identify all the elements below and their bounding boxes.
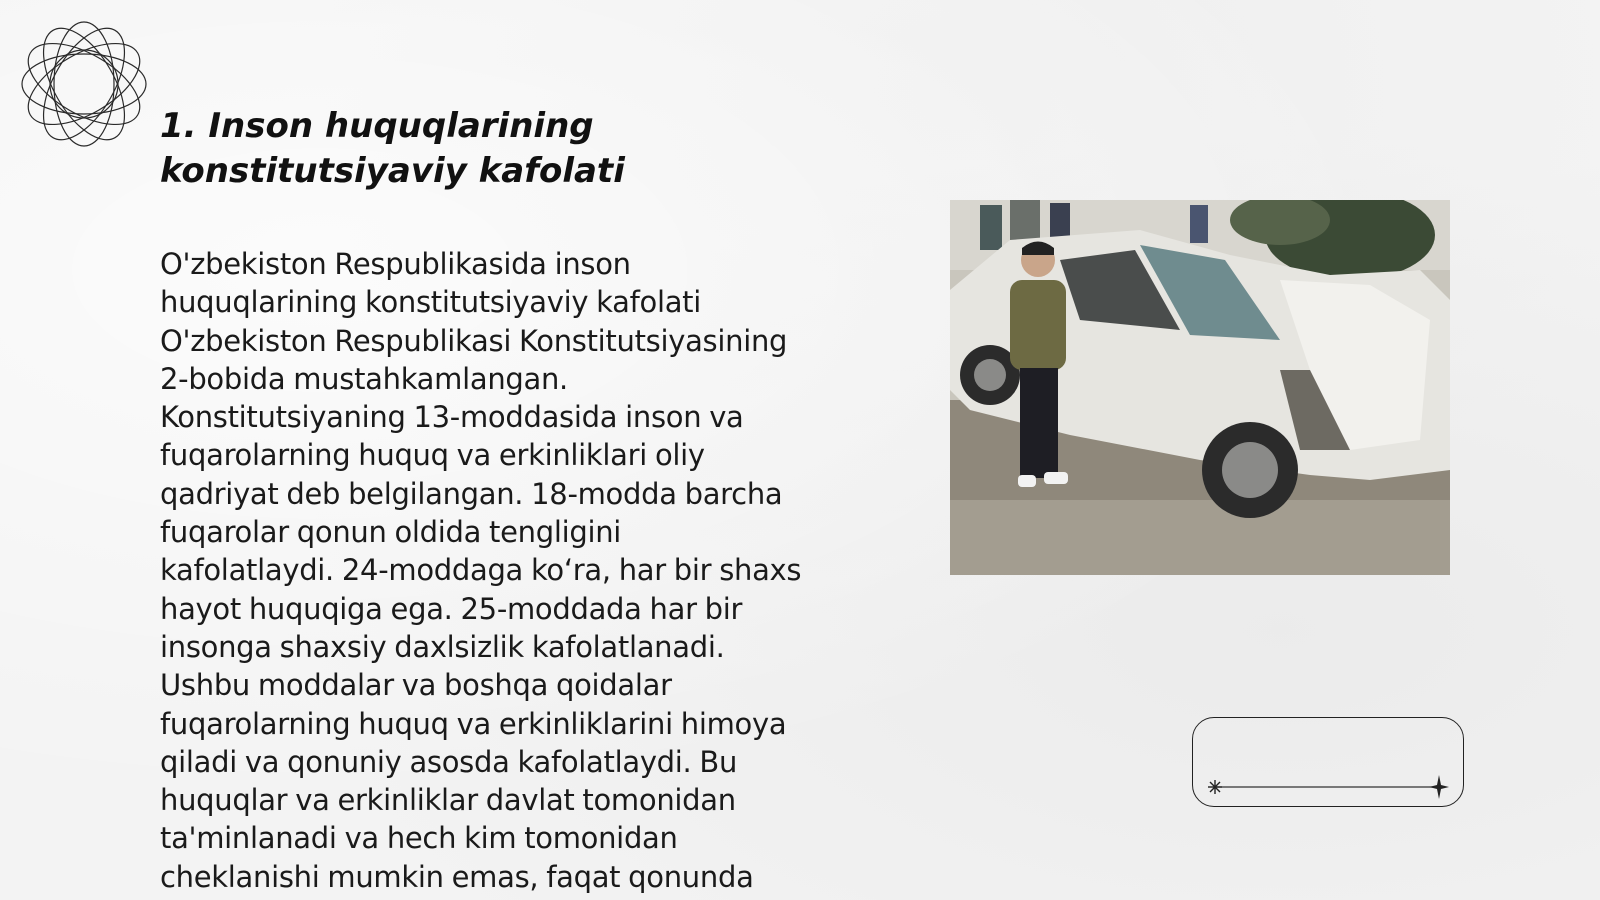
body-paragraph <box>160 245 840 896</box>
sparkle-icon <box>1429 775 1449 799</box>
crashed-car-photo <box>950 200 1450 575</box>
body-line: qadriyat deb belgilangan. 18-modda barcha <box>160 476 783 511</box>
body-line: hayot huquqiga ega. 25-moddada har bir <box>160 591 743 626</box>
spirograph-ornament-icon <box>10 10 158 158</box>
starburst-icon <box>1208 780 1222 794</box>
body-line: O'zbekiston Respublikasi Konstitutsiyasining <box>160 323 788 358</box>
body-line: Konstitutsiyaning 13-moddasida inson va <box>160 400 744 435</box>
body-line: kafolatlaydi. 24-moddaga ko‘ra, har bir shaxs <box>160 553 802 588</box>
body-line: O'zbekiston Respublikasida inson <box>160 247 631 281</box>
body-line: fuqarolar qonun oldida tengligini <box>160 515 622 550</box>
body-line: fuqarolarning huquq va erkinliklarini himoya <box>160 706 787 741</box>
slide-title <box>160 104 800 194</box>
title-line-1: 1. Inson huquqlarining <box>160 106 594 146</box>
body-line: huquqlar va erkinliklar davlat tomonidan <box>160 783 736 818</box>
body-line: fuqarolarning huquq va erkinliklari oliy <box>160 438 705 473</box>
body-line: huquqlarining konstitutsiyaviy kafolati <box>160 285 702 320</box>
body-line: insonga shaxsiy daxlsizlik kafolatlanadi. <box>160 629 725 664</box>
body-line: Ushbu moddalar va boshqa qoidalar <box>160 668 672 703</box>
body-line: cheklanishi mumkin emas, faqat qonunda <box>160 859 754 894</box>
body-line: 2-bobida mustahkamlangan. <box>160 361 568 396</box>
title-line-2: konstitutsiyaviy kafolati <box>160 151 625 191</box>
body-line: ta'minlanadi va hech kim tomonidan <box>160 821 678 856</box>
body-line: qiladi va qonuniy asosda kafolatlaydi. Bu <box>160 744 738 779</box>
decorative-slider-frame <box>1192 717 1464 807</box>
